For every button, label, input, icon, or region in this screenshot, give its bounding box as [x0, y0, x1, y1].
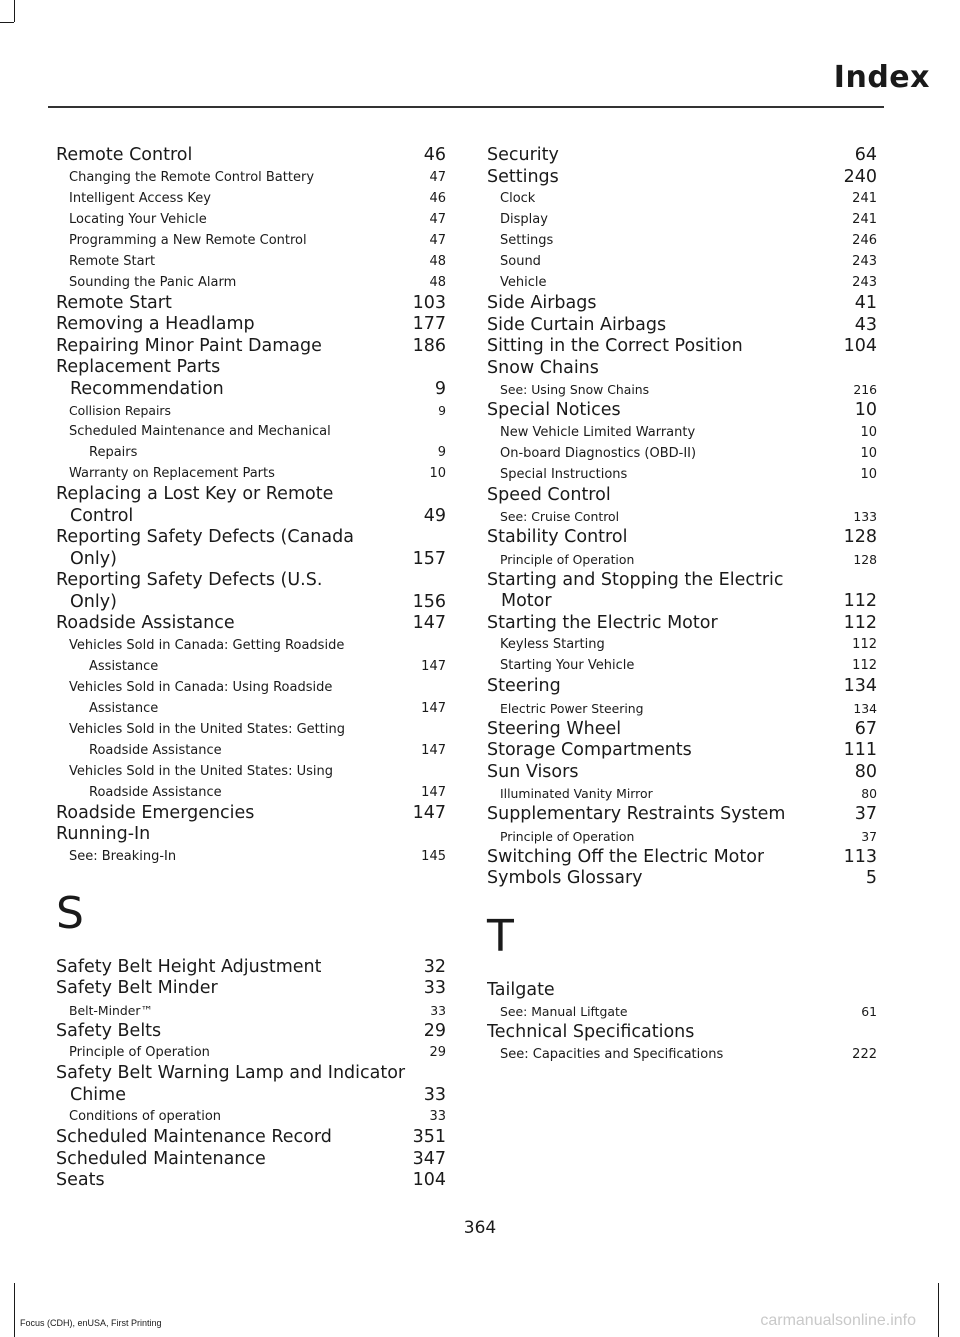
page-ref: 147 — [421, 700, 446, 716]
index-entry[interactable] — [56, 1149, 446, 1171]
entry-title: Electric Power Steering — [500, 700, 644, 716]
watermark: carmanualsonline.info — [760, 1312, 916, 1329]
entry-title: Seats — [56, 1170, 105, 1190]
entry-title: Roadside Emergencies — [56, 802, 255, 823]
index-entry[interactable] — [487, 868, 877, 890]
entry-title: Sun Visors — [487, 761, 579, 782]
entry-title: Replacement Parts — [56, 357, 221, 377]
entry-title: Starting and Stopping the Electric — [487, 569, 784, 590]
index-entry[interactable] — [56, 957, 446, 979]
page-ref: 80 — [854, 761, 877, 782]
entry-title: See: Capacities and Specifications — [500, 1046, 724, 1062]
index-subentry[interactable] — [487, 1001, 877, 1022]
entry-title: Display — [500, 212, 548, 227]
page-ref: 147 — [421, 742, 446, 758]
index-subentry[interactable] — [487, 188, 877, 209]
entry-title: Safety Belt Minder — [56, 978, 218, 998]
entry-title: Settings — [500, 233, 554, 248]
page-ref: 41 — [854, 293, 877, 313]
page-ref: 157 — [412, 548, 446, 569]
index-entry[interactable] — [56, 1021, 446, 1043]
page-ref: 10 — [860, 466, 877, 482]
index-subentry[interactable] — [487, 634, 877, 655]
page-ref: 134 — [843, 676, 877, 696]
index-subentry[interactable] — [487, 698, 877, 719]
index-subentry[interactable] — [56, 421, 446, 463]
entry-title: Collision Repairs — [69, 403, 171, 418]
index-entry[interactable] — [487, 980, 877, 1002]
entry-title: See: Breaking-In — [69, 848, 177, 864]
index-entry[interactable] — [487, 1022, 877, 1044]
crop-mark-top-left-h — [0, 22, 14, 23]
entry-title-continued: Roadside Assistance — [89, 784, 222, 800]
index-entry[interactable] — [487, 315, 877, 337]
index-subentry[interactable] — [56, 209, 446, 230]
index-subentry[interactable] — [487, 443, 877, 464]
page-ref: 49 — [423, 505, 446, 526]
entry-title: Steering — [487, 676, 561, 696]
entry-title: Starting Your Vehicle — [500, 658, 635, 673]
index-subentry[interactable] — [56, 719, 446, 761]
entry-title: Technical Specifications — [487, 1022, 695, 1042]
index-subentry[interactable] — [56, 846, 446, 867]
page-ref: 147 — [412, 613, 446, 633]
index-entry[interactable] — [487, 145, 877, 167]
entry-title: Running-In — [56, 824, 151, 844]
index-subentry[interactable] — [487, 272, 877, 293]
section-letter: S — [56, 887, 84, 939]
index-entry[interactable] — [56, 570, 446, 613]
entry-title: Scheduled Maintenance and Mechanical — [69, 424, 331, 439]
section-letter: T — [487, 910, 514, 962]
index-subentry[interactable] — [56, 400, 446, 421]
index-entry[interactable] — [487, 740, 877, 762]
page-ref: 177 — [412, 314, 446, 334]
page-ref: 43 — [854, 314, 877, 335]
index-entry[interactable] — [56, 314, 446, 336]
entry-title: Conditions of operation — [69, 1109, 222, 1124]
index-entry[interactable] — [487, 676, 877, 698]
page-ref: 67 — [854, 718, 877, 739]
index-subentry[interactable] — [487, 464, 877, 485]
entry-title-continued: Only) — [70, 548, 117, 569]
page-ref: 48 — [429, 253, 446, 269]
index-entry[interactable] — [56, 484, 446, 527]
page-ref: 10 — [854, 400, 877, 420]
entry-title: Storage Compartments — [487, 740, 692, 760]
entry-title: Safety Belt Warning Lamp and Indicator — [56, 1063, 406, 1083]
index-subentry[interactable] — [487, 379, 877, 400]
page-ref: 46 — [423, 145, 446, 165]
entry-title: Sitting in the Correct Position — [487, 336, 743, 356]
entry-title-continued: Roadside Assistance — [89, 742, 222, 758]
index-subentry[interactable] — [56, 230, 446, 251]
entry-title-continued: Assistance — [89, 658, 159, 674]
entry-title: Remote Start — [69, 253, 156, 269]
entry-title: Principle of Operation — [69, 1045, 210, 1060]
page-ref: 156 — [412, 591, 446, 612]
entry-title: Belt-Minder™ — [69, 1002, 153, 1018]
index-entry[interactable] — [487, 804, 877, 826]
page-ref: 145 — [421, 848, 446, 864]
page-ref: 222 — [852, 1046, 877, 1062]
entry-title: Scheduled Maintenance Record — [56, 1127, 332, 1147]
page-ref: 246 — [852, 233, 877, 248]
entry-title: Replacing a Lost Key or Remote — [56, 484, 334, 504]
page-ref: 64 — [854, 145, 877, 165]
header-rule — [48, 106, 884, 108]
entry-title: Locating Your Vehicle — [69, 211, 207, 227]
index-subentry[interactable] — [487, 655, 877, 676]
entry-title: Special Instructions — [500, 466, 628, 482]
page-ref: 103 — [412, 292, 446, 313]
index-entry[interactable] — [56, 293, 446, 315]
page-ref: 111 — [843, 740, 877, 760]
page-ref: 347 — [412, 1148, 446, 1169]
entry-title: Removing a Headlamp — [56, 314, 255, 334]
index-entry[interactable] — [487, 762, 877, 784]
entry-title: Vehicles Sold in Canada: Getting Roadside — [69, 637, 345, 653]
page-ref: 61 — [861, 1004, 877, 1019]
index-subentry[interactable] — [487, 1044, 877, 1065]
page-ref: 112 — [852, 658, 877, 673]
page-title: Index — [833, 60, 930, 95]
entry-title: Keyless Starting — [500, 637, 605, 652]
page-ref: 10 — [860, 424, 877, 440]
index-subentry[interactable] — [56, 251, 446, 272]
page-ref: 33 — [423, 1084, 446, 1105]
index-entry[interactable] — [56, 336, 446, 358]
entry-title: New Vehicle Limited Warranty — [500, 424, 696, 440]
index-entry[interactable] — [56, 1170, 446, 1192]
page-ref: 80 — [861, 786, 877, 801]
page-ref: 147 — [421, 658, 446, 674]
index-subentry[interactable] — [56, 188, 446, 209]
page-ref: 128 — [853, 551, 877, 567]
entry-title: Starting the Electric Motor — [487, 612, 718, 633]
page-ref: 240 — [843, 166, 877, 187]
entry-title: Remote Start — [56, 292, 172, 313]
page-ref: 10 — [429, 466, 446, 481]
index-subentry[interactable] — [487, 230, 877, 251]
entry-title: Security — [487, 145, 559, 165]
index-subentry[interactable] — [56, 1000, 446, 1021]
entry-title: Warranty on Replacement Parts — [69, 466, 275, 481]
index-entry[interactable] — [487, 167, 877, 189]
entry-title: Settings — [487, 166, 559, 187]
entry-title: Vehicles Sold in Canada: Using Roadside — [69, 679, 333, 695]
entry-title-continued: Recommendation — [70, 378, 224, 399]
index-entry[interactable] — [487, 719, 877, 741]
page-ref: 147 — [412, 802, 446, 823]
index-subentry[interactable] — [487, 549, 877, 570]
entry-title: Reporting Safety Defects (Canada — [56, 527, 354, 547]
index-subentry[interactable] — [487, 209, 877, 230]
page-ref: 112 — [843, 591, 877, 611]
entry-title: See: Using Snow Chains — [500, 382, 650, 397]
index-entry[interactable] — [487, 527, 877, 549]
index-entry[interactable] — [487, 847, 877, 869]
crop-mark-top-left-v — [14, 0, 15, 22]
index-entry[interactable] — [56, 145, 446, 167]
index-subentry[interactable] — [56, 635, 446, 677]
entry-title: Speed Control — [487, 484, 611, 505]
index-subentry[interactable] — [56, 1042, 446, 1063]
entry-title: Safety Belt Height Adjustment — [56, 956, 322, 977]
page-ref: 33 — [430, 1002, 446, 1018]
entry-title: Vehicle — [500, 275, 547, 290]
entry-title: Tailgate — [487, 979, 555, 1000]
page-ref: 47 — [429, 211, 446, 227]
entry-title-continued: Chime — [70, 1084, 126, 1105]
entry-title: Principle of Operation — [500, 551, 635, 567]
entry-title: See: Manual Liftgate — [500, 1004, 628, 1019]
entry-title: Roadside Assistance — [56, 613, 235, 633]
index-subentry[interactable] — [487, 783, 877, 804]
page-ref: 37 — [854, 804, 877, 824]
page-ref: 29 — [423, 1020, 446, 1041]
page-ref: 112 — [843, 612, 877, 633]
index-entry[interactable] — [56, 803, 446, 825]
entry-title-continued: Assistance — [89, 700, 159, 716]
page-ref: 147 — [421, 784, 446, 800]
entry-title: Principle of Operation — [500, 828, 635, 844]
entry-title: Illuminated Vanity Mirror — [500, 786, 653, 801]
index-subentry[interactable] — [487, 506, 877, 527]
entry-title: Special Notices — [487, 400, 621, 420]
page-ref: 241 — [852, 212, 877, 227]
index-subentry[interactable] — [56, 167, 446, 188]
index-subentry[interactable] — [56, 761, 446, 803]
entry-title: Switching Off the Electric Motor — [487, 846, 765, 867]
index-subentry[interactable] — [487, 251, 877, 272]
index-column-left — [56, 145, 446, 1192]
page-ref: 32 — [423, 956, 446, 977]
entry-title: Changing the Remote Control Battery — [69, 169, 315, 185]
page-ref: 243 — [852, 254, 877, 269]
entry-title: Sound — [500, 254, 541, 269]
entry-title-continued: Only) — [70, 591, 117, 612]
page-ref: 133 — [853, 509, 877, 524]
index-subentry[interactable] — [56, 272, 446, 293]
crop-mark-bottom-left-v — [14, 1283, 15, 1337]
entry-title: Steering Wheel — [487, 718, 622, 739]
index-entry[interactable] — [487, 400, 877, 422]
entry-title: Supplementary Restraints System — [487, 804, 786, 824]
page-ref: 351 — [412, 1127, 446, 1147]
index-entry[interactable] — [56, 613, 446, 635]
index-entry[interactable] — [56, 1127, 446, 1149]
index-subentry[interactable] — [487, 826, 877, 847]
page-ref: 9 — [434, 378, 446, 399]
index-subentry[interactable] — [56, 463, 446, 484]
edition-footer: Focus (CDH), enUSA, First Printing — [20, 1318, 162, 1328]
page-number: 364 — [463, 1218, 497, 1238]
index-entry[interactable] — [56, 824, 446, 846]
page-ref: 48 — [429, 274, 446, 290]
index-entry[interactable] — [487, 570, 877, 613]
page-ref: 33 — [423, 978, 446, 998]
index-entry[interactable] — [487, 293, 877, 315]
page-ref: 10 — [860, 445, 877, 461]
entry-title: Reporting Safety Defects (U.S. — [56, 570, 323, 590]
page-ref: 29 — [429, 1045, 446, 1060]
entry-title: See: Cruise Control — [500, 509, 620, 524]
entry-title: Side Curtain Airbags — [487, 314, 667, 335]
entry-title: Scheduled Maintenance — [56, 1148, 266, 1169]
index-entry[interactable] — [487, 336, 877, 358]
index-subentry[interactable] — [56, 1106, 446, 1127]
crop-mark-bottom-right-v — [938, 1283, 939, 1337]
page-ref: 113 — [843, 846, 877, 867]
page-ref: 186 — [412, 335, 446, 356]
page-ref: 9 — [438, 403, 446, 418]
page-ref: 112 — [852, 637, 877, 652]
index-entry[interactable] — [56, 527, 446, 570]
entry-title: Vehicles Sold in the United States: Getting — [69, 721, 345, 737]
entry-title: Intelligent Access Key — [69, 190, 211, 206]
index-entry[interactable] — [487, 613, 877, 635]
entry-title: On-board Diagnostics (OBD-II) — [500, 445, 697, 461]
page-ref: 104 — [843, 336, 877, 356]
page-ref: 104 — [412, 1170, 446, 1190]
entry-title-continued: Control — [70, 505, 134, 526]
index-entry[interactable] — [487, 358, 877, 380]
index-entry[interactable] — [56, 1063, 446, 1106]
page-ref: 33 — [429, 1109, 446, 1124]
page-ref: 241 — [852, 191, 877, 206]
index-subentry[interactable] — [56, 677, 446, 719]
entry-title: Safety Belts — [56, 1020, 162, 1041]
entry-title: Programming a New Remote Control — [69, 232, 307, 248]
entry-title-continued: Repairs — [89, 445, 138, 460]
entry-title-continued: Motor — [501, 591, 552, 611]
index-entry[interactable] — [56, 978, 446, 1000]
entry-title: Side Airbags — [487, 293, 597, 313]
entry-title: Snow Chains — [487, 357, 599, 378]
page-ref: 9 — [437, 445, 446, 460]
page-ref: 47 — [429, 232, 446, 248]
entry-title: Vehicles Sold in the United States: Using — [69, 763, 333, 779]
page-ref: 37 — [861, 828, 877, 844]
index-subentry[interactable] — [487, 422, 877, 443]
page-ref: 134 — [853, 700, 877, 716]
entry-title: Stability Control — [487, 527, 628, 547]
page-ref: 5 — [865, 868, 877, 888]
page-ref: 47 — [429, 169, 446, 185]
index-entry[interactable] — [56, 357, 446, 400]
entry-title: Remote Control — [56, 145, 193, 165]
entry-title: Symbols Glossary — [487, 868, 643, 888]
index-entry[interactable] — [487, 485, 877, 507]
page-ref: 46 — [429, 190, 446, 206]
page-ref: 216 — [853, 382, 877, 397]
index-column-right — [487, 145, 877, 1065]
page-ref: 243 — [852, 275, 877, 290]
entry-title: Clock — [500, 191, 536, 206]
page-ref: 128 — [843, 527, 877, 547]
entry-title: Sounding the Panic Alarm — [69, 274, 237, 290]
entry-title: Repairing Minor Paint Damage — [56, 335, 322, 356]
